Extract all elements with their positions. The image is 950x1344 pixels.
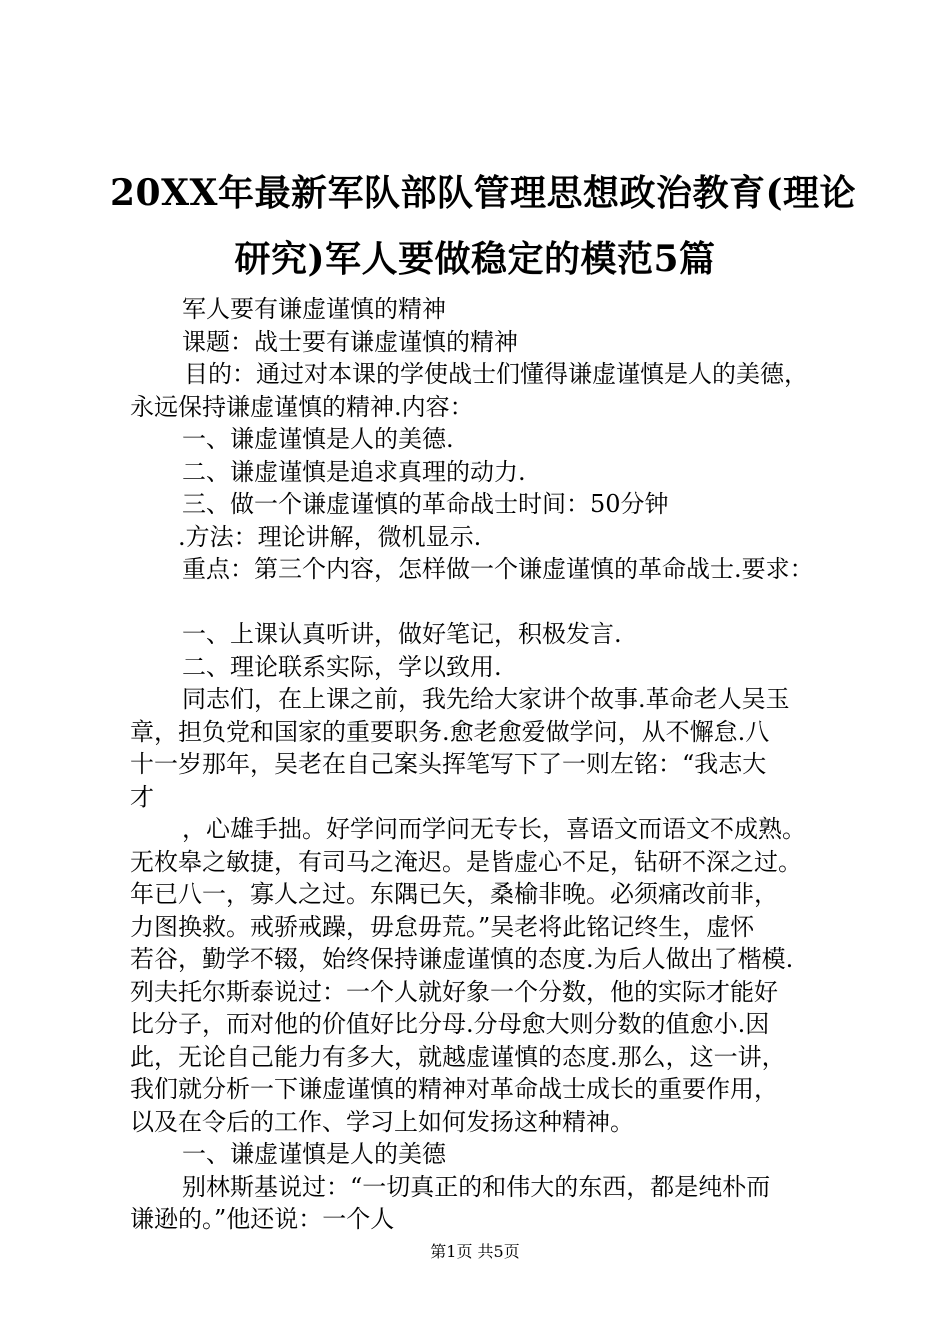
body-line: .方法：理论讲解，微机显示. [178,522,482,551]
body-line: 章，担负党和国家的重要职务.愈老愈爱做学问，从不懈怠.八 [130,717,770,746]
body-line: 二、理论联系实际，学以致用. [182,652,502,681]
body-line: 才 [130,782,154,811]
page-number-footer: 第1页 共5页 [430,1242,520,1261]
body-line: 军人要有谦虚谨慎的精神 [182,295,446,323]
document-body [130,293,830,1236]
document-title [110,160,856,292]
body-line: 比分子，而对他的价值好比分母.分母愈大则分数的值愈小.因 [130,1010,770,1038]
body-line: 我们就分析一下谦虚谨慎的精神对革命战士成长的重要作用， [130,1075,778,1103]
body-line: 同志们，在上课之前，我先给大家讲个故事.革命老人吴玉 [182,685,790,713]
title-line: 20XX年最新军队部队管理思想政治教育(理论 [110,172,856,214]
title-line: 研究)军人要做稳定的模范5篇 [234,238,716,280]
body-line: 永远保持谦虚谨慎的精神.内容： [130,392,474,421]
body-line: 谦逊的。”他还说：一个人 [130,1205,395,1233]
body-line: 年已八一，寡人之过。东隅已矢，桑榆非晚。必须痛改前非， [130,880,778,908]
body-line: 无枚皋之敏捷，有司马之淹迟。是皆虚心不足，钻研不深之过。 [130,847,802,876]
body-line: 若谷，勤学不辍，始终保持谦虚谨慎的态度.为后人做出了楷模. [130,945,794,973]
body-line: 十一岁那年，吴老在自己案头挥笔写下了一则左铭：“我志大 [130,750,767,778]
blank-line [130,586,830,619]
body-line: 别林斯基说过：“一切真正的和伟大的东西，都是纯朴而 [182,1172,771,1201]
body-line: 三、做一个谦虚谨慎的革命战士时间：50分钟 [182,490,669,518]
body-line: 一、上课认真听讲，做好笔记，积极发言. [182,620,622,648]
body-line: 列夫托尔斯泰说过：一个人就好象一个分数，他的实际才能好 [130,977,778,1006]
body-line: 力图换救。戒骄戒躁，毋怠毋荒。”吴老将此铭记终生，虚怀 [130,912,755,941]
body-line: ，心雄手拙。好学问而学问无专长，喜语文而语文不成熟。 [182,815,806,843]
body-line: 目的：通过对本课的学使战士们懂得谦虚谨慎是人的美德， [184,360,808,388]
body-line: 重点：第三个内容，怎样做一个谦虚谨慎的革命战士.要求： [182,555,814,583]
body-line: 以及在令后的工作、学习上如何发扬这种精神。 [130,1107,634,1136]
body-line: 课题：战士要有谦虚谨慎的精神 [182,327,518,356]
body-line: 二、谦虚谨慎是追求真理的动力. [182,457,526,486]
section-heading: 一、谦虚谨慎是人的美德 [182,1140,446,1168]
body-line: 一、谦虚谨慎是人的美德. [182,425,454,453]
body-line: 此，无论自己能力有多大，就越虚谨慎的态度.那么，这一讲， [130,1042,786,1071]
